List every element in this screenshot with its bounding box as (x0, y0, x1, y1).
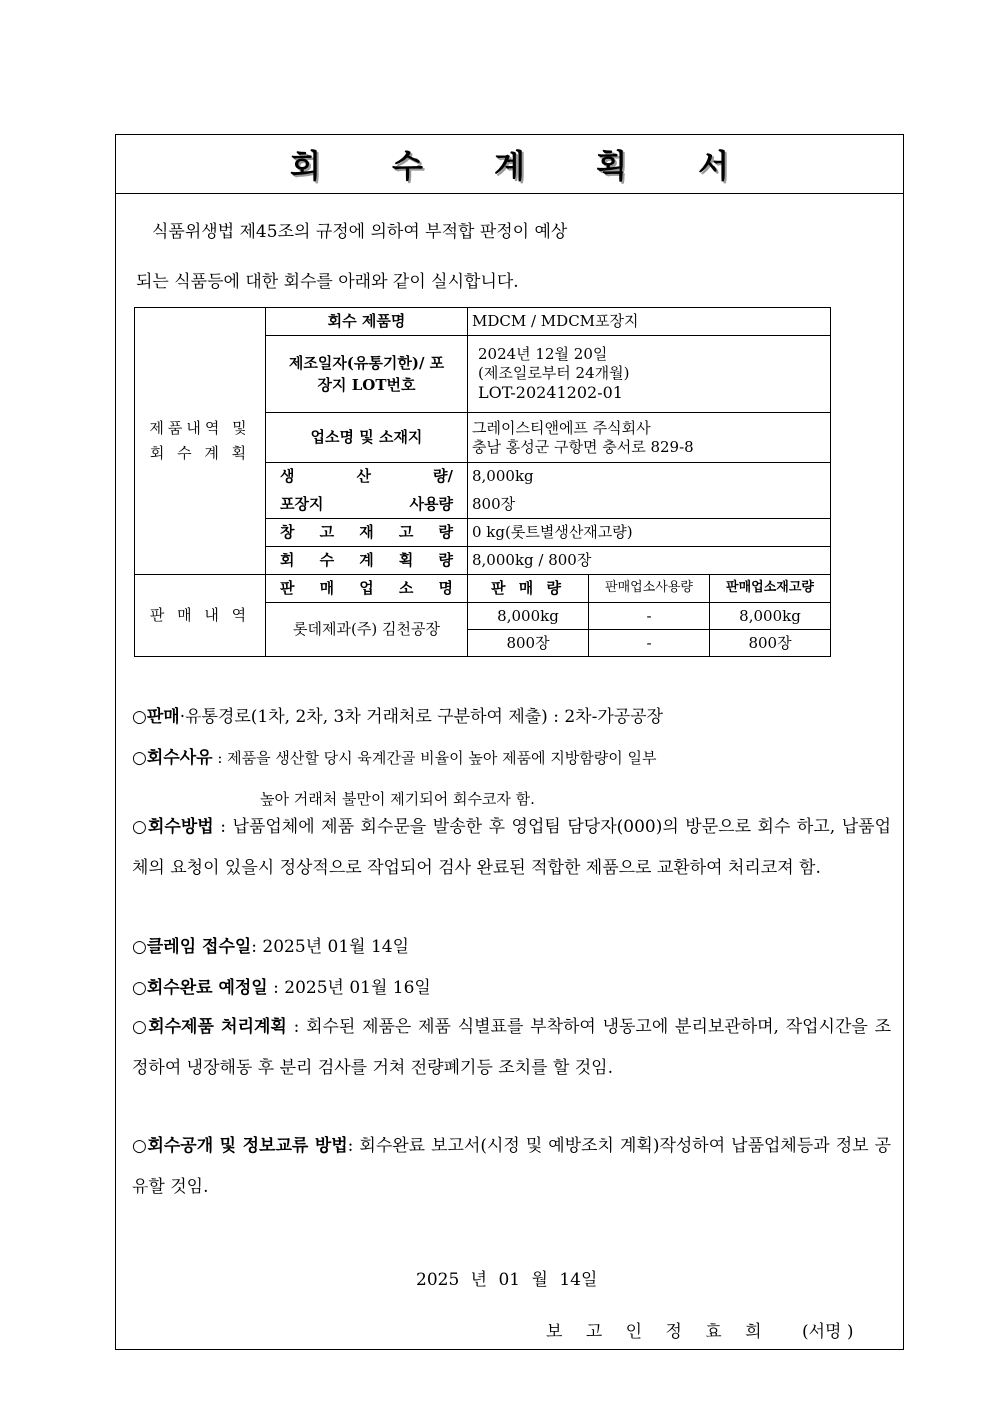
method-text: : 납품업체에 제품 회수문을 발송한 후 영업팀 담당자(000)의 방문으로 회수 하고, 납품업체의 요청이 있을시 정상적으로 작업되어 검사 완료된 적합한 제품으로 교환하여 처리코져 함. (132, 817, 891, 878)
sales-used-1: - (589, 603, 710, 630)
sales-header-used: 판매업소사용량 (589, 575, 710, 603)
recall-plan-value: 8,000kg / 800장 (468, 547, 831, 575)
signature-placeholder: (서명 ) (801, 1322, 854, 1342)
complete-text: : 2025년 01월 16일 (267, 978, 431, 998)
route-label: 판매 (146, 707, 180, 727)
seller-name: 롯데제과(주) 김천공장 (266, 603, 468, 657)
claim-label: 클레임 접수일 (146, 937, 252, 957)
recall-plan-label: 회 수 계 획 량 (266, 547, 468, 575)
method-section: ○회수방법 : 납품업체에 제품 회수문을 발송한 후 영업팀 담당자(000)의 방문으로 회수 하고, 납품업체의 요청이 있을시 정상적으로 작업되어 검사 완료된 적합한 제품으로 교환하여 처리코져 함. (132, 817, 891, 878)
disclosure-text: : 회수완료 보고서(시정 및 예방조치 계획)작성하여 납품업체등과 정보 공유할 것임. (132, 1136, 891, 1197)
sales-header-qty: 판 매 량 (468, 575, 589, 603)
mfg-date: 2024년 12월 20일 (478, 345, 608, 364)
sales-header-stock: 판매업소재고량 (710, 575, 831, 603)
claim-section: ○클레임 접수일: 2025년 01월 14일 (132, 937, 410, 957)
mfg-lot-label: 제조일자(유통기한)/ 포장지 LOT번호 (266, 336, 468, 413)
disposal-text: : 회수된 제품은 제품 식별표를 부착하여 냉동고에 분리보관하며, 작업시간을 조정하여 냉장해동 후 분리 검사를 거쳐 전량폐기등 조치를 할 것임. (132, 1017, 891, 1078)
complete-label: 회수완료 예정일 (146, 978, 268, 998)
document-title: 회 수 계 획 서 (289, 147, 760, 185)
company-name: 그레이스티앤에프 주식회사 (472, 418, 651, 437)
reporter-line (546, 1317, 853, 1342)
packaging-value: 800장 (468, 491, 831, 519)
sales-qty-2: 800장 (468, 630, 589, 657)
company-value (468, 413, 831, 463)
product-name-value: MDCM / MDCM포장지 (468, 308, 831, 336)
reason-line-2: 높아 거래처 불만이 제기되어 회수코자 함. (260, 790, 535, 808)
disclosure-section: ○회수공개 및 정보교류 방법: 회수완료 보고서(시정 및 예방조치 계획)작성하여 납품업체등과 정보 공유할 것임. (132, 1136, 891, 1197)
section-product-plan: 제품내역 및 회 수 계 획 (135, 308, 266, 575)
recall-info-table (134, 307, 831, 657)
mfg-lot-value (468, 336, 831, 413)
method-label: 회수방법 (147, 817, 214, 837)
route-text: ·유통경로(1차, 2차, 3차 거래처로 구분하여 제출) : 2차-가공공장 (179, 707, 664, 727)
production-label: 생 산 량/ (266, 463, 468, 491)
packaging-label: 포장지 사용량 (266, 491, 468, 519)
stock-label: 창 고 재 고 량 (266, 519, 468, 547)
intro-line-2: 되는 식품등에 대한 회수를 아래와 같이 실시합니다. (136, 272, 519, 292)
reason-label: 회수사유 (146, 748, 213, 768)
company-address: 충남 홍성군 구항면 충서로 829-8 (472, 437, 694, 456)
sales-qty-1: 8,000kg (468, 603, 589, 630)
sales-used-2: - (589, 630, 710, 657)
lot-number: LOT-20241202-01 (478, 382, 623, 402)
product-name-label: 회수 제품명 (266, 308, 468, 336)
sales-stock-2: 800장 (710, 630, 831, 657)
sales-stock-1: 8,000kg (710, 603, 831, 630)
stock-value: 0 kg(롯트별생산재고량) (468, 519, 831, 547)
disposal-label: 회수제품 처리계획 (148, 1017, 287, 1037)
production-value: 8,000kg (468, 463, 831, 491)
reason-line-1: : 제품을 생산할 당시 육계간골 비율이 높아 제품에 지방함량이 일부 (212, 749, 657, 767)
complete-section: ○회수완료 예정일 : 2025년 01월 16일 (132, 978, 431, 998)
title-bar (116, 135, 903, 194)
report-date: 2025 년 01 월 14일 (416, 1270, 598, 1290)
reporter-name: 보 고 인 정 효 희 (546, 1322, 771, 1342)
document-frame (115, 134, 904, 1350)
sales-header-seller: 판 매 업 소 명 (266, 575, 468, 603)
company-label: 업소명 및 소재지 (266, 413, 468, 463)
reason-section: ○회수사유 : 제품을 생산할 당시 육계간골 비율이 높아 제품에 지방함량이 일부 높아 거래처 불만이 제기되어 회수코자 함. (132, 738, 891, 820)
disclosure-label: 회수공개 및 정보교류 방법 (147, 1136, 348, 1156)
intro-line-1: 식품위생법 제45조의 규정에 의하여 부적합 판정이 예상 (152, 222, 568, 242)
expiry: (제조일로부터 24개월) (478, 364, 630, 382)
route-section: ○판매·유통경로(1차, 2차, 3차 거래처로 구분하여 제출) : 2차-가공공장 (132, 707, 664, 727)
section-sales: 판 매 내 역 (135, 575, 266, 657)
claim-text: : 2025년 01월 14일 (251, 937, 410, 957)
disposal-section: ○회수제품 처리계획 : 회수된 제품은 제품 식별표를 부착하여 냉동고에 분리보관하며, 작업시간을 조정하여 냉장해동 후 분리 검사를 거쳐 전량폐기등 조치를 할 것임. (132, 1017, 891, 1078)
